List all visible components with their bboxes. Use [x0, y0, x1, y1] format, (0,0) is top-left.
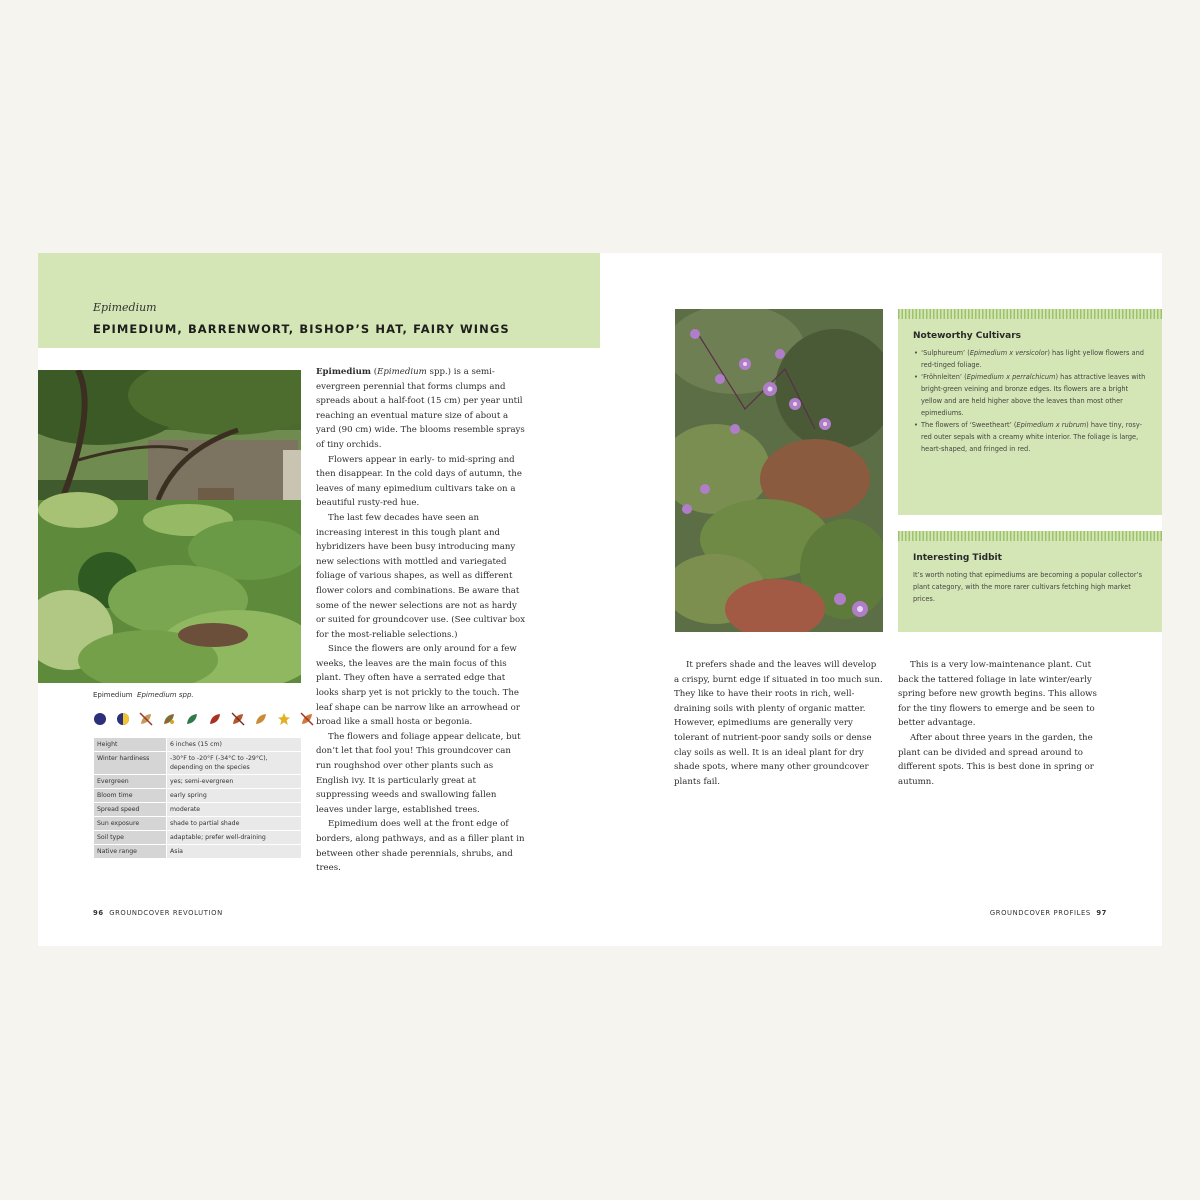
body-paragraph: Flowers appear in early- to mid-spring and then disappear. In the cold days of autumn, the leaves of many epimedium cultivars take on a beautiful rusty-red hue.: [316, 454, 522, 509]
facts-label: Bloom time: [94, 789, 167, 803]
body-paragraph: It prefers shade and the leaves will develop a crispy, burnt edge if situated in too much sun. They like to have their roots in rich, well-draining soils with plenty of organic matter. However, epimediums are generally very tolerant of nutrient-poor sandy soils or dense clay soils as well. It is an ideal plant for dry shade spots, where many other groundcover plants fail.: [674, 660, 883, 787]
facts-row: [94, 738, 301, 752]
right-page-body-col1: [674, 658, 884, 789]
right-page-body-col2: [898, 658, 1101, 789]
latin-name: Epimedium: [93, 301, 157, 314]
box-stripe: [898, 309, 1162, 319]
noteworthy-cultivars-box: [898, 309, 1162, 515]
facts-label: Height: [94, 738, 167, 752]
facts-label: Spread speed: [94, 803, 167, 817]
body-paragraph: This is a very low-maintenance plant. Cut back the tattered foliage in late winter/early spring before new growth begins. This allows for the tiny flowers to emerge and be seen to better advantage.: [898, 660, 1097, 729]
rabbit-resistant-leaf-icon: [300, 711, 314, 725]
facts-row: [94, 845, 301, 859]
evergreen-leaf-icon: [185, 711, 199, 725]
facts-label: Winter hardiness: [94, 752, 167, 775]
left-page-body: [316, 365, 526, 876]
caption-common-name: Epimedium: [93, 691, 133, 699]
cultivars-list: [898, 347, 1162, 455]
tidbit-box-title: Interesting Tidbit: [913, 553, 1002, 563]
running-head: GROUNDCOVER REVOLUTION: [109, 909, 223, 917]
flower-photo-image: [675, 309, 883, 632]
facts-value: adaptable; prefer well-draining: [167, 831, 302, 845]
facts-value: -30°F to -20°F (-34°C to -29°C), depending on the species: [167, 752, 302, 775]
facts-label: Soil type: [94, 831, 167, 845]
body-paragraph: After about three years in the garden, the plant can be divided and spread around to different spots. This is best done in spring or autumn.: [898, 732, 1094, 787]
drought-tolerant-leaf-icon: [162, 711, 176, 725]
body-paragraph: Epimedium (Epimedium spp.) is a semi-evergreen perennial that forms clumps and spreads about a half-foot (15 cm) per year until reaching an eventual mature size of about a yard (90 cm) wide. The blooms resemble sprays of tiny orchids.: [316, 367, 525, 450]
title-band: [38, 253, 600, 348]
page-number: 97: [1096, 909, 1107, 917]
full-sun-icon: [93, 711, 107, 725]
facts-value: shade to partial shade: [167, 817, 302, 831]
epimedium-flower-photo: [675, 309, 883, 632]
facts-value: 6 inches (15 cm): [167, 738, 302, 752]
plant-facts-table: [94, 738, 301, 859]
facts-row: [94, 831, 301, 845]
photo-caption: [93, 691, 194, 699]
foliage-interest-icon: [231, 711, 245, 725]
page-number: 96: [93, 909, 104, 917]
cultivars-box-title: Noteworthy Cultivars: [913, 331, 1021, 341]
fall-color-leaf-icon: [208, 711, 222, 725]
body-paragraph: Epimedium does well at the front edge of borders, along pathways, and as a filler plant in between other shade perennials, shrubs, and trees.: [316, 819, 525, 874]
flower-interest-icon: [277, 711, 291, 725]
garden-photo-image: [38, 370, 301, 683]
body-paragraph: The last few decades have seen an increasing interest in this tough plant and hybridizers have been busy introducing many new selections with mottled and variegated foliage of various shapes, as well as different flower colors and combinations. Be aware that some of the newer selections are not as hardy or suited for groundcover use. (See cultivar box for the most-reliable selections.): [316, 512, 526, 640]
facts-value: early spring: [167, 789, 302, 803]
seasonal-leaf-icon: [254, 711, 268, 725]
body-paragraph: Since the flowers are only around for a few weeks, the leaves are the main focus of this plant. They often have a serrated edge that looks sharp yet is not prickly to the touch. The leaf shape can be narrow like an arrowhead or broad like a small hosta or begonia.: [316, 644, 520, 728]
right-folio: [990, 909, 1107, 917]
facts-row: [94, 789, 301, 803]
facts-row: [94, 817, 301, 831]
facts-row: [94, 752, 301, 775]
facts-label: Native range: [94, 845, 167, 859]
plant-attribute-icons: [93, 709, 303, 727]
facts-row: [94, 803, 301, 817]
page-title: EPIMEDIUM, BARRENWORT, BISHOP’S HAT, FAIRY WINGS: [93, 322, 510, 336]
running-head: GROUNDCOVER PROFILES: [989, 909, 1091, 917]
garden-photo: [38, 370, 301, 683]
tidbit-text: It’s worth noting that epimediums are becoming a popular collector’s plant category, with the more rarer cultivars fetching high market prices.: [913, 571, 1143, 603]
left-folio: [93, 909, 223, 917]
facts-value: Asia: [167, 845, 302, 859]
facts-label: Evergreen: [94, 775, 167, 789]
facts-value: yes; semi-evergreen: [167, 775, 302, 789]
cultivar-item: • ‘Sulphureum’ (Epimedium x versicolor) has light yellow flowers and red-tinged foliage.: [914, 347, 1148, 371]
facts-row: [94, 775, 301, 789]
cultivar-item: • ‘Fröhnleiten’ (Epimedium x perralchicum) has attractive leaves with bright-green veining and bronze edges. Its flowers are a bright yellow and are held higher above the leaves than most other epimediums.: [914, 371, 1148, 419]
part-shade-icon: [116, 711, 130, 725]
box-stripe: [898, 531, 1162, 541]
body-paragraph: The flowers and foliage appear delicate, but don’t let that fool you! This groundcover can run roughshod over other plants such as English ivy. It is particularly great at suppressing weeds and swallowing fallen leaves under large, established trees.: [316, 731, 521, 815]
book-spread: [38, 253, 1162, 946]
cultivar-item: • The flowers of ‘Sweetheart’ (Epimedium x rubrum) have tiny, rosy-red outer sepals with a creamy white interior. The foliage is large, heart-shaped, and fringed in red.: [914, 419, 1148, 455]
deer-resistant-leaf-icon: [139, 711, 153, 725]
facts-label: Sun exposure: [94, 817, 167, 831]
caption-latin-name: Epimedium spp.: [137, 691, 194, 699]
facts-value: moderate: [167, 803, 302, 817]
interesting-tidbit-box: [898, 531, 1162, 632]
